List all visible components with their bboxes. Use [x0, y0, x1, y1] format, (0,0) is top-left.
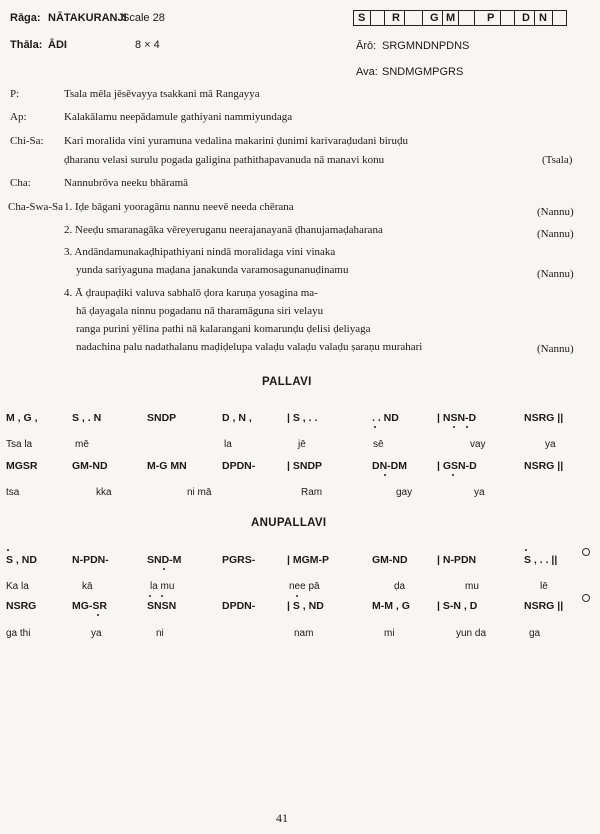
charanam-swara-label: Cha-Swa-Sa — [8, 201, 63, 213]
anupallavi-r1-syl-1: Ka la — [6, 581, 29, 592]
anupallavi-r1-note-5: | MGM-P — [287, 554, 330, 566]
scale-note-g: G — [430, 12, 439, 24]
anupallavi-r2-syl-4: nam — [294, 628, 314, 639]
anupallavi-r2-note-7: | S-N , D — [437, 600, 478, 612]
pallavi-r2-syl-4: Ram — [301, 487, 323, 498]
charanam-swara-2: 2. Neeḍu smaranagāka vēreyeruganu neerajanayanā ḍhanujamaḍaharana — [64, 224, 383, 236]
pallavi-r1-syl-5: sē — [373, 439, 384, 450]
charanam-swara-4-line-3: ranga purini yēlina pathi nā kalarangani komarunḍu ḍelisi ḍeliyaga — [76, 323, 371, 335]
pallavi-r1-syl-7: ya — [545, 439, 556, 450]
anupallavi-r2-syl-7: ga — [529, 628, 541, 639]
aro-label: Ārō: — [356, 40, 377, 52]
charanam-swara-4-line-1: 4. Ā ḍraupaḍiki valuva sabhalō ḍora karuṇa yosagina ma- — [64, 287, 318, 299]
aro-value: SRGMNDNPDNS — [382, 40, 470, 52]
charanam-swara-4-line-4: nadachina palu nadathalanu maḍiḍelupa valaḍu valaḍu valaḍu ṣaraṇu murahari — [76, 341, 423, 353]
charanam-label: Cha: — [10, 177, 31, 189]
charanam-swara-4-line-2: hā ḍayagala ninnu pogadanu nā tharamāguna siri velayu — [76, 305, 324, 317]
scale-note-d: D — [522, 12, 530, 24]
raga-name: NĀTAKURANJI — [48, 12, 127, 24]
pallavi-r2-syl-5: gay — [396, 487, 413, 498]
chittaswara-line-2: ḍharanu velasi surulu pogada galigina pathithapavanuda nā manavi konu — [64, 154, 385, 166]
thala-measure: 8 × 4 — [135, 39, 160, 51]
pallavi-r2-note-5: | SNDP — [287, 460, 323, 472]
pallavi-r2-syl-6: ya — [474, 487, 485, 498]
pallavi-title: PALLAVI — [262, 376, 312, 388]
anupallavi-title: ANUPALLAVI — [251, 517, 327, 529]
raga-label: Rāga: — [10, 12, 41, 24]
anupallavi-text: Kalakālamu neepādamule gathiyani nammiyundaga — [64, 111, 293, 123]
page-number: 41 — [276, 811, 288, 825]
pallavi-r1-syl-3: la — [224, 439, 232, 450]
anupallavi-r1-note-4: PGRS- — [222, 554, 256, 566]
chittaswara-label: Chi-Sa: — [10, 135, 44, 147]
anupallavi-r1-syl-6: mu — [465, 581, 479, 592]
pallavi-r1-note-2: S , . N — [72, 412, 102, 424]
anupallavi-r2-syl-5: mi — [384, 628, 395, 639]
pallavi-r1-syl-1: Tsa la — [6, 439, 33, 450]
anupallavi-r1-note-3: SND-M — [147, 554, 182, 566]
anupallavi-r1-note-7: | N-PDN — [437, 554, 477, 566]
pallavi-r2-syl-3: ni mā — [187, 487, 212, 498]
anupallavi-r2-syl-1: ga thi — [6, 628, 31, 639]
anupallavi-r2-note-3: SNSN — [147, 600, 177, 612]
pallavi-r1-note-5: | S , . . — [287, 412, 318, 424]
scale-number: Scale 28 — [122, 12, 165, 24]
charanam-swara-2-ref: (Nannu) — [537, 228, 574, 240]
pallavi-r1-syl-6: vay — [470, 439, 486, 450]
pallavi-r2-note-6: DN-DM — [372, 460, 407, 472]
pallavi-r1-note-6: . . ND — [372, 412, 399, 424]
anupallavi-r2-note-8: NSRG || — [524, 600, 564, 612]
pallavi-r1-note-1: M , G , — [6, 412, 38, 424]
scale-notes-box — [353, 10, 567, 26]
pallavi-r1-syl-4: jē — [298, 439, 306, 450]
charanam-swara-1-ref: (Nannu) — [537, 206, 574, 218]
anupallavi-r2-note-2: MG-SR — [72, 600, 107, 612]
charanam-swara-3-ref: (Nannu) — [537, 268, 574, 280]
pallavi-r2-syl-1: tsa — [6, 487, 20, 498]
anupallavi-r2-note-4: DPDN- — [222, 600, 256, 612]
anupallavi-r1-syl-2: kā — [82, 581, 93, 592]
pallavi-r1-note-4: D , N , — [222, 412, 252, 424]
charanam-swara-4-ref: (Nannu) — [537, 343, 574, 355]
anupallavi-r1-syl-3: la mu — [150, 581, 175, 592]
scale-note-s: S — [358, 12, 366, 24]
ava-label: Ava: — [356, 66, 378, 78]
thala-label: Thāla: — [10, 39, 43, 51]
anupallavi-r1-syl-4: nee pā — [289, 581, 320, 592]
pallavi-r1-note-7: | NSN-D — [437, 412, 477, 424]
pallavi-r1-syl-2: mē — [75, 439, 89, 450]
pallavi-label: P: — [10, 88, 20, 100]
anupallavi-r2-syl-3: ni — [156, 628, 164, 639]
anupallavi-r1-syl-5: ḍa — [394, 581, 406, 592]
pallavi-r2-note-8: NSRG || — [524, 460, 564, 472]
anupallavi-r1-syl-7: lē — [540, 581, 548, 592]
pallavi-r1-note-3: SNDP — [147, 412, 177, 424]
pallavi-r2-note-1: MGSR — [6, 460, 38, 472]
pallavi-r2-syl-2: kka — [96, 487, 112, 498]
anupallavi-r2-syl-6: yun da — [456, 628, 487, 639]
charanam-swara-3-line-2: yunda sariyaguna maḍana janakunda varamosagunanuḍinamu — [76, 264, 349, 276]
anupallavi-r2-syl-2: ya — [91, 628, 102, 639]
anupallavi-r1-note-1: S , ND — [6, 554, 37, 566]
ava-value: SNDMGMPGRS — [382, 66, 464, 78]
charanam-swara-3-line-1: 3. Andāndamunakaḍhipathiyani nindā moralidaga vini vinaka — [64, 246, 336, 258]
anupallavi-r1-note-8: S , . . || — [524, 554, 558, 566]
charanam-text: Nannubrōva neeku bhāramā — [64, 177, 189, 189]
pallavi-r2-note-7: | GSN-D — [437, 460, 477, 472]
charanam-swara-1: 1. Iḍe bāgani yooragānu nannu neevē needa chērana — [64, 201, 294, 213]
anupallavi-r2-note-6: M-M , G — [372, 600, 410, 612]
pallavi-text: Tsala mēla jēsēvayya tsakkani mā Rangayya — [64, 88, 260, 100]
pallavi-r2-note-2: GM-ND — [72, 460, 108, 472]
anupallavi-r1-note-2: N-PDN- — [72, 554, 109, 566]
chittaswara-line-1: Kari moralida vini yuramuna vedalina makarini ḍunimi karivaraḍudani biruḍu — [64, 135, 408, 147]
chittaswara-ref: (Tsala) — [542, 154, 573, 166]
scale-note-p: P — [487, 12, 495, 24]
anupallavi-r2-note-1: NSRG — [6, 600, 37, 612]
scale-note-n: N — [539, 12, 547, 24]
anupallavi-label: Ap: — [10, 111, 27, 123]
pallavi-r1-note-8: NSRG || — [524, 412, 564, 424]
circle-mark-1 — [582, 548, 590, 556]
scale-note-r: R — [392, 12, 400, 24]
anupallavi-r1-note-6: GM-ND — [372, 554, 408, 566]
circle-mark-2 — [582, 594, 590, 602]
thala-name: ĀDI — [48, 39, 67, 51]
scale-note-m: M — [446, 12, 456, 24]
anupallavi-r2-note-5: | S , ND — [287, 600, 324, 612]
pallavi-r2-note-4: DPDN- — [222, 460, 256, 472]
pallavi-r2-note-3: M-G MN — [147, 460, 187, 472]
